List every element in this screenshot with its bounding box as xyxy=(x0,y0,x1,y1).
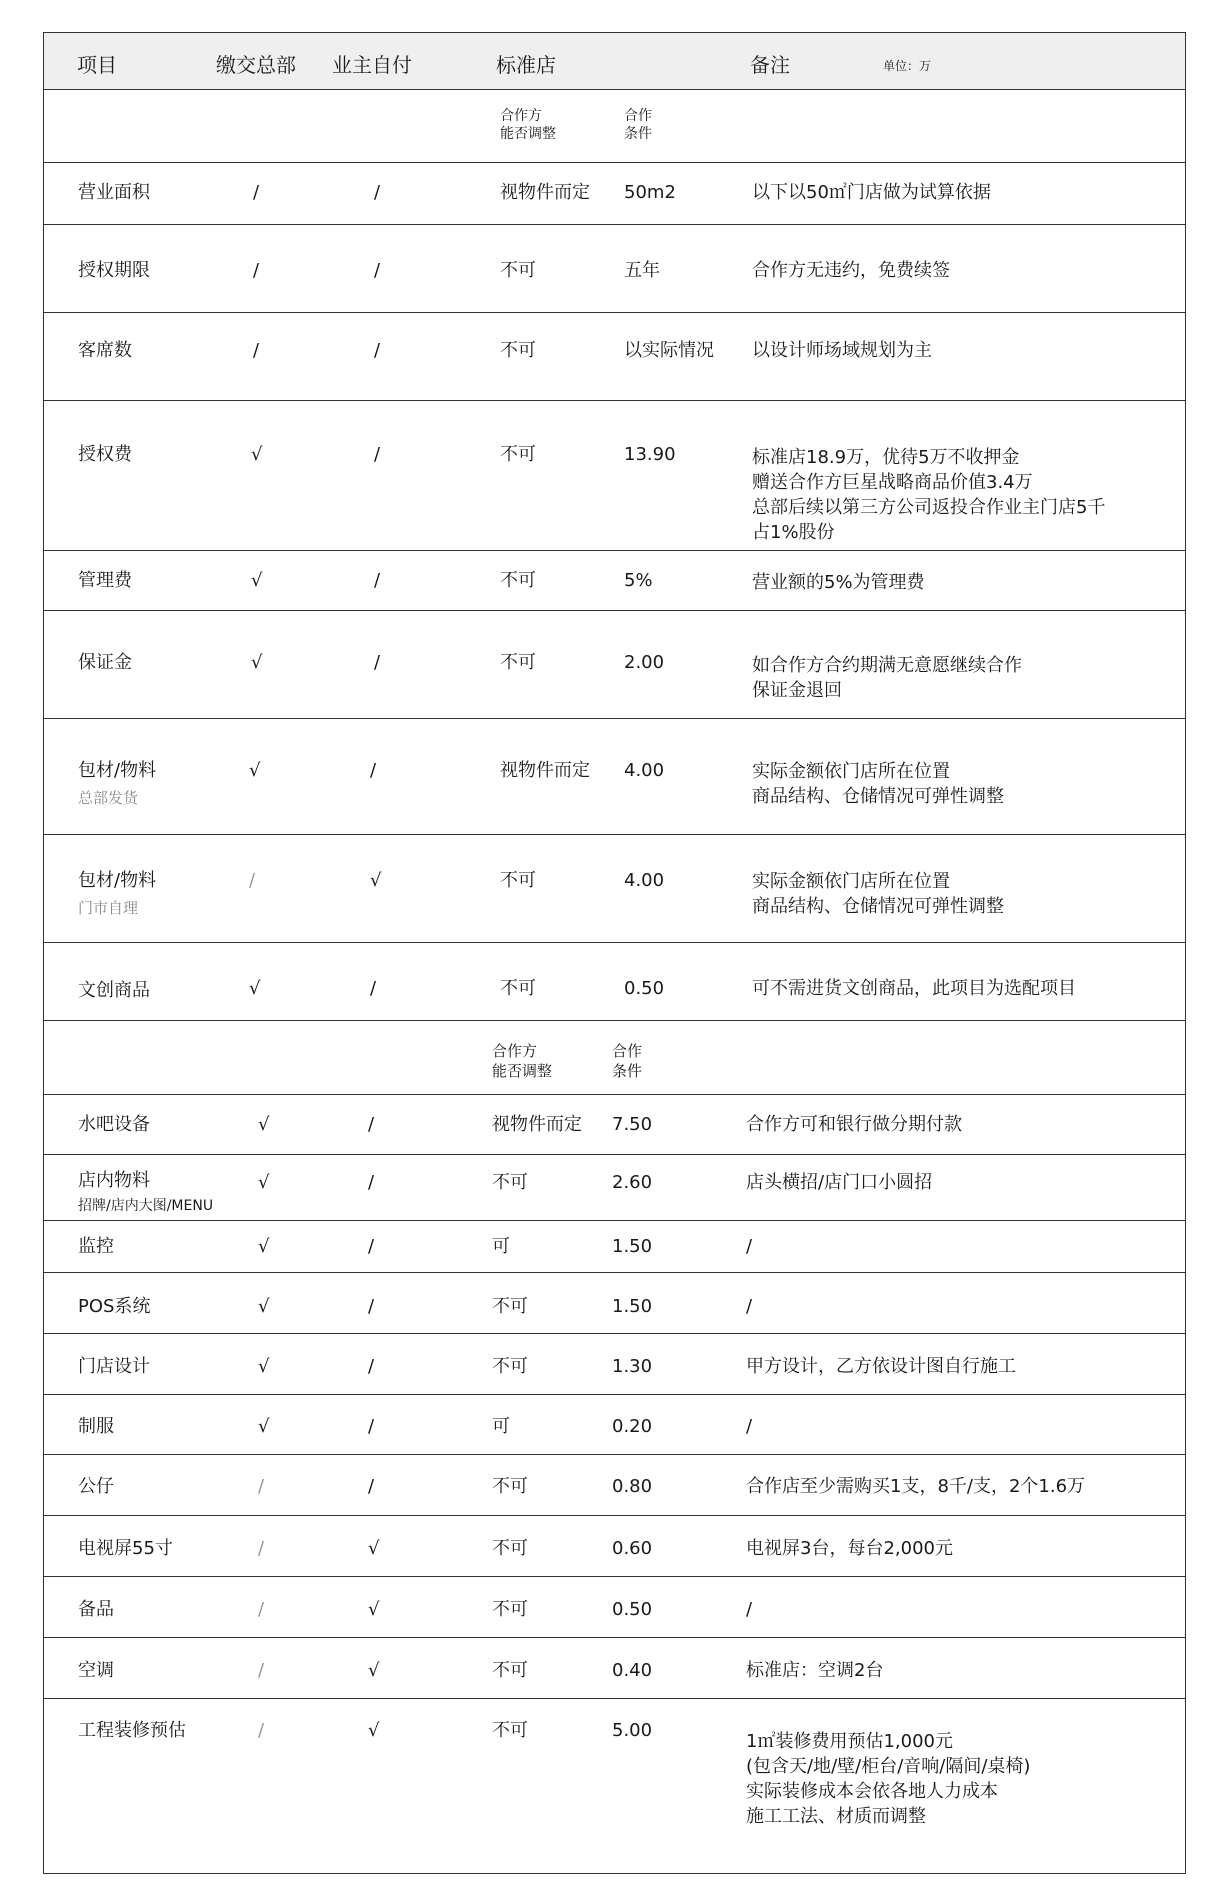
table-row xyxy=(44,1699,1185,1875)
row-hq: √ xyxy=(258,1172,270,1193)
row-adjust: 不可 xyxy=(492,1538,528,1559)
row-hq: √ xyxy=(258,1236,270,1257)
row-hq: √ xyxy=(258,1296,270,1317)
row-hq: √ xyxy=(249,760,261,781)
table-row xyxy=(44,1455,1185,1516)
row-note: 合作店至少需购买1支，8千/支，2个1.6万 xyxy=(746,1476,1086,1497)
row-note: 营业额的5%为管理费 xyxy=(752,572,925,593)
row-condition: 1.50 xyxy=(612,1296,653,1317)
row-owner: √ xyxy=(368,1660,380,1681)
row-item: 包材/物料 xyxy=(78,870,157,891)
table-row xyxy=(44,551,1185,611)
row-condition: 13.90 xyxy=(624,444,676,465)
row-note: 标准店18.9万，优待5万不收押金 赠送合作方巨星战略商品价值3.4万 总部后续以第三方公司返投合作业主门店5千 占1%股份 xyxy=(752,447,1106,543)
row-hq: / xyxy=(253,182,260,203)
row-note: 可不需进货文创商品，此项目为选配项目 xyxy=(752,978,1076,999)
row-item: 店内物料 xyxy=(78,1170,150,1191)
row-condition: 5% xyxy=(624,570,653,591)
row-item-sub: 门市自理 xyxy=(78,899,139,917)
row-owner: / xyxy=(368,1296,375,1317)
table-row xyxy=(44,943,1185,1021)
row-item: 授权费 xyxy=(78,444,132,465)
row-condition: 2.60 xyxy=(612,1172,653,1193)
row-hq: / xyxy=(249,870,256,891)
row-adjust: 不可 xyxy=(500,870,536,891)
row-item: 监控 xyxy=(78,1236,114,1257)
row-hq: / xyxy=(258,1538,265,1559)
subheader-row xyxy=(44,1021,1185,1095)
row-owner: / xyxy=(368,1236,375,1257)
row-owner: / xyxy=(368,1416,375,1437)
row-note: / xyxy=(746,1416,753,1437)
row-condition: 1.50 xyxy=(612,1236,653,1257)
row-owner: / xyxy=(368,1476,375,1497)
row-condition: 0.50 xyxy=(624,978,665,999)
row-item: 备品 xyxy=(78,1599,114,1620)
row-adjust: 不可 xyxy=(492,1172,528,1193)
row-item: 包材/物料 xyxy=(78,760,157,781)
table-row xyxy=(44,1221,1185,1273)
row-adjust: 不可 xyxy=(492,1476,528,1497)
row-condition: 以实际情况 xyxy=(624,340,714,361)
row-condition: 7.50 xyxy=(612,1114,653,1135)
row-owner: / xyxy=(374,570,381,591)
row-item: POS系统 xyxy=(78,1296,151,1317)
cost-table xyxy=(43,32,1186,1874)
row-item: 制服 xyxy=(78,1416,114,1437)
table-row xyxy=(44,225,1185,313)
row-hq: √ xyxy=(251,444,263,465)
row-item: 客席数 xyxy=(78,340,132,361)
row-note: 以下以50㎡门店做为试算依据 xyxy=(752,182,991,203)
row-note: 电视屏3台，每台2,000元 xyxy=(746,1538,953,1559)
row-condition: 0.20 xyxy=(612,1416,653,1437)
row-adjust: 不可 xyxy=(500,978,536,999)
row-adjust: 不可 xyxy=(492,1599,528,1620)
table-row xyxy=(44,1334,1185,1395)
table-row xyxy=(44,163,1185,225)
table-row xyxy=(44,1395,1185,1455)
row-owner: / xyxy=(370,760,377,781)
subheader-adjust: 合作方 能否调整 xyxy=(492,1042,553,1080)
row-owner: / xyxy=(370,978,377,999)
row-owner: / xyxy=(374,652,381,673)
row-hq: / xyxy=(258,1720,265,1741)
row-adjust: 不可 xyxy=(500,570,536,591)
row-item: 保证金 xyxy=(78,652,132,673)
row-item: 授权期限 xyxy=(78,260,150,281)
row-note: / xyxy=(746,1599,753,1620)
row-note: 实际金额依门店所在位置 商品结构、仓储情况可弹性调整 xyxy=(752,761,1004,807)
row-condition: 4.00 xyxy=(624,760,665,781)
row-note: 如合作方合约期满无意愿继续合作 保证金退回 xyxy=(752,655,1022,701)
row-adjust: 不可 xyxy=(492,1660,528,1681)
row-adjust: 可 xyxy=(492,1416,510,1437)
row-hq: √ xyxy=(251,570,263,591)
row-condition: 2.00 xyxy=(624,652,665,673)
row-condition: 1.30 xyxy=(612,1356,653,1377)
row-item: 管理费 xyxy=(78,570,132,591)
row-owner: / xyxy=(368,1172,375,1193)
row-hq: / xyxy=(258,1660,265,1681)
row-hq: √ xyxy=(258,1114,270,1135)
row-condition: 4.00 xyxy=(624,870,665,891)
row-hq: √ xyxy=(258,1416,270,1437)
row-adjust: 不可 xyxy=(492,1720,528,1741)
row-condition: 五年 xyxy=(624,260,660,281)
row-condition: 5.00 xyxy=(612,1720,653,1741)
row-item-sub: 总部发货 xyxy=(78,789,139,807)
row-hq: / xyxy=(253,340,260,361)
header-unit: 单位：万 xyxy=(883,59,932,73)
table-row xyxy=(44,719,1185,835)
table-row xyxy=(44,1577,1185,1638)
row-note: 标准店：空调2台 xyxy=(746,1660,884,1681)
table-row xyxy=(44,1516,1185,1577)
table-row xyxy=(44,611,1185,719)
row-hq: √ xyxy=(258,1356,270,1377)
row-note: 1㎡装修费用预估1,000元 (包含天/地/壁/柜台/音响/隔间/桌椅) 实际装修成本会依各地人力成本 施工工法、材质而调整 xyxy=(746,1731,1031,1827)
row-owner: √ xyxy=(370,870,382,891)
header-remarks: 备注 xyxy=(750,53,790,77)
header-standard-store: 标准店 xyxy=(496,53,556,77)
header-item: 项目 xyxy=(77,53,117,77)
subheader-row xyxy=(44,89,1185,163)
table-row xyxy=(44,1273,1185,1334)
table-row xyxy=(44,1638,1185,1699)
row-condition: 0.40 xyxy=(612,1660,653,1681)
subheader-condition: 合作 条件 xyxy=(612,1042,643,1080)
row-note: 合作方可和银行做分期付款 xyxy=(746,1114,962,1135)
row-note: 店头横招/店门口小圆招 xyxy=(746,1172,933,1193)
row-item-sub: 招牌/店内大图/MENU xyxy=(78,1198,214,1214)
table-row xyxy=(44,1155,1185,1221)
row-item: 电视屏55寸 xyxy=(78,1538,173,1559)
subheader-adjust: 合作方 能否调整 xyxy=(500,108,556,142)
row-item: 公仔 xyxy=(78,1476,114,1497)
row-hq: / xyxy=(258,1599,265,1620)
row-item: 空调 xyxy=(78,1660,114,1681)
row-adjust: 视物件而定 xyxy=(492,1114,582,1135)
header-owner-pay: 业主自付 xyxy=(332,53,412,77)
header-hq-pay: 缴交总部 xyxy=(216,53,296,77)
row-adjust: 不可 xyxy=(500,260,536,281)
table-row xyxy=(44,835,1185,943)
row-adjust: 视物件而定 xyxy=(500,760,590,781)
row-owner: / xyxy=(374,340,381,361)
row-owner: / xyxy=(374,444,381,465)
row-note: / xyxy=(746,1296,753,1317)
row-owner: / xyxy=(368,1114,375,1135)
row-owner: / xyxy=(368,1356,375,1377)
row-adjust: 不可 xyxy=(500,340,536,361)
row-owner: / xyxy=(374,182,381,203)
row-note: 实际金额依门店所在位置 商品结构、仓储情况可弹性调整 xyxy=(752,871,1004,917)
row-item: 文创商品 xyxy=(78,980,150,1001)
row-item: 水吧设备 xyxy=(78,1114,150,1135)
table-row xyxy=(44,1095,1185,1155)
row-condition: 0.60 xyxy=(612,1538,653,1559)
row-hq: √ xyxy=(249,978,261,999)
table-header xyxy=(44,33,1185,90)
row-adjust: 不可 xyxy=(492,1296,528,1317)
row-note: 甲方设计，乙方依设计图自行施工 xyxy=(746,1356,1016,1377)
table-row xyxy=(44,313,1185,401)
row-item: 门店设计 xyxy=(78,1356,150,1377)
row-adjust: 可 xyxy=(492,1236,510,1257)
row-item: 工程装修预估 xyxy=(78,1720,186,1741)
row-condition: 0.80 xyxy=(612,1476,653,1497)
row-note: 合作方无违约，免费续签 xyxy=(752,260,950,281)
row-hq: / xyxy=(253,260,260,281)
row-adjust: 视物件而定 xyxy=(500,182,590,203)
row-owner: / xyxy=(374,260,381,281)
table-row xyxy=(44,401,1185,551)
row-adjust: 不可 xyxy=(492,1356,528,1377)
row-hq: √ xyxy=(251,652,263,673)
row-owner: √ xyxy=(368,1599,380,1620)
row-owner: √ xyxy=(368,1538,380,1559)
row-condition: 0.50 xyxy=(612,1599,653,1620)
row-hq: / xyxy=(258,1476,265,1497)
row-item: 营业面积 xyxy=(78,182,150,203)
row-adjust: 不可 xyxy=(500,444,536,465)
row-note: 以设计师场域规划为主 xyxy=(752,340,932,361)
row-condition: 50m2 xyxy=(624,182,676,203)
row-adjust: 不可 xyxy=(500,652,536,673)
subheader-condition: 合作 条件 xyxy=(624,108,652,142)
row-note: / xyxy=(746,1236,753,1257)
row-owner: √ xyxy=(368,1720,380,1741)
